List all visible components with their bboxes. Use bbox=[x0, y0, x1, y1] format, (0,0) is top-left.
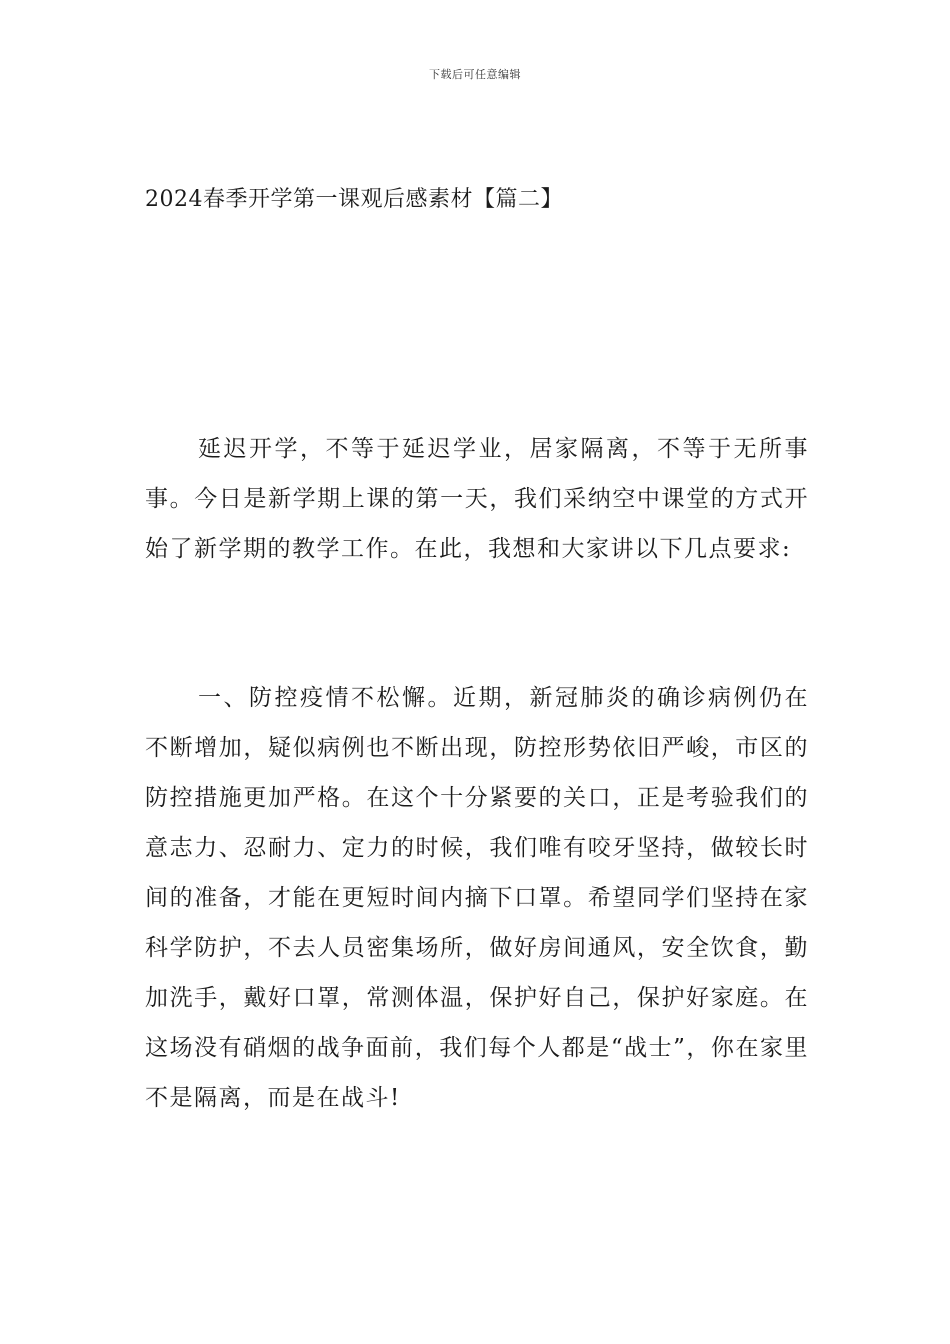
document-title: 2024春季开学第一课观后感素材【篇二】 bbox=[145, 187, 563, 212]
paragraph-2: 一、防控疫情不松懈。近期，新冠肺炎的确诊病例仍在不断增加，疑似病例也不断出现，防控形势依旧严峻，市区的防控措施更加严格。在这个十分紧要的关口，正是考验我们的意志力、忍耐力、定力的时候，我们唯有咬牙坚持，做较长时间的准备，才能在更短时间内摘下口罩。希望同学们坚持在家科学防护，不去人员密集场所，做好房间通风，安全饮食，勤加洗手，戴好口罩，常测体温，保护好自己，保护好家庭。在这场没有硝烟的战争面前，我们每个人都是“战士”，你在家里不是隔离，而是在战斗! bbox=[145, 685, 809, 1111]
header-note: 下载后可任意编辑 bbox=[429, 68, 521, 81]
paragraph-1: 延迟开学，不等于延迟学业，居家隔离，不等于无所事事。今日是新学期上课的第一天，我们采纳空中课堂的方式开始了新学期的教学工作。在此，我想和大家讲以下几点要求: bbox=[145, 436, 809, 562]
